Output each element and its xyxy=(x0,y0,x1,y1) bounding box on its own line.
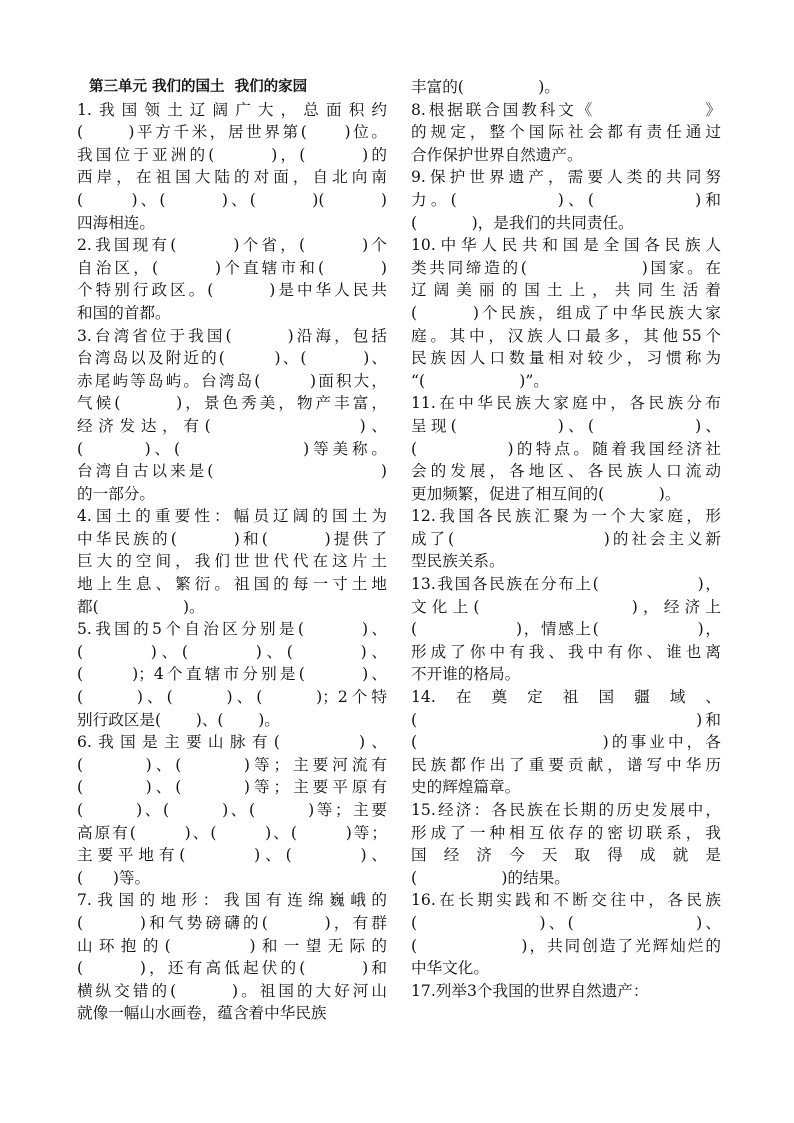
text-line: 台湾岛以及附近的( )、( )、 xyxy=(77,349,387,368)
text-line: 型民族关系。 xyxy=(411,552,505,571)
text-line: 7.我国的地形：我国有连绵巍峨的 xyxy=(77,891,387,910)
text-line: 9.保护世界遗产，需要人类的共同努 xyxy=(411,168,721,187)
text-line: 个特别行政区。( )是中华人民共 xyxy=(77,281,387,300)
text-line: 文化上( )，经济上 xyxy=(411,597,721,616)
text-line: 2.我国现有( )个省，( )个 xyxy=(77,236,387,255)
text-line: 西岸，在祖国大陆的对面，自北向南 xyxy=(77,168,387,187)
text-line: 丰富的( )。 xyxy=(411,78,560,96)
text-line: 国经济今天取得成就是 xyxy=(411,846,721,865)
text-line: 山环抱的( )和一望无际的 xyxy=(77,936,387,955)
text-line: ( )、( )、( )等；主要 xyxy=(77,801,387,819)
text-line: 更加频繁，促进了相互间的( )。 xyxy=(411,484,681,503)
text-line: 赤尾屿等岛屿。台湾岛( )面积大， xyxy=(77,371,387,390)
text-line: ( )的事业中，各 xyxy=(411,733,721,752)
text-line: ( )的特点。随着我国经济社 xyxy=(411,439,721,458)
text-line: 气候( )，景色秀美，物产丰富， xyxy=(77,394,387,413)
text-line: 别行政区是( )、( )。 xyxy=(77,710,280,729)
text-line: 8.根据联合国教科文《 》 xyxy=(411,100,721,119)
text-line: ( )、( )等；主要平原有 xyxy=(77,778,387,797)
text-line: 5.我国的5个自治区分别是( )、 xyxy=(77,620,387,639)
text-line: ( )，是我们的共同责任。 xyxy=(411,213,634,232)
text-line: ( )；4个直辖市分别是( )、 xyxy=(77,665,387,684)
text-line: 经济发达，有( )、 xyxy=(77,416,387,435)
text-line: 台湾自古以来是( ) xyxy=(77,462,387,481)
text-line: 成了( )的社会主义新 xyxy=(411,529,721,548)
text-line: 会的发展，各地区、各民族人口流动 xyxy=(411,462,721,481)
text-line: 民族因人口数量相对较少，习惯称为 xyxy=(411,349,721,368)
text-line: ( )、( )、( )( ) xyxy=(77,190,387,209)
text-line: ( )、( )、( )；2个特 xyxy=(77,688,387,707)
text-line: ( )和气势磅礴的( )，有群 xyxy=(77,913,387,932)
text-line: 14.在奠定祖国疆域、 xyxy=(411,688,721,707)
text-line: ( )，还有高低起伏的( )和 xyxy=(77,959,387,978)
text-line: 力。( )、( )和 xyxy=(411,190,721,209)
text-line: 史的辉煌篇章。 xyxy=(411,778,521,797)
text-line: 17.列举3个我国的世界自然遗产： xyxy=(411,981,649,1000)
text-line: 形成了一种相互依存的密切联系，我 xyxy=(411,823,721,842)
text-line: 辽阔美丽的国土上，共同生活着 xyxy=(411,281,721,300)
text-line: ( )的结果。 xyxy=(411,868,570,887)
text-line: 民族都作出了重要贡献，谱写中华历 xyxy=(411,755,721,774)
text-line: 主要平地有( )、( )、 xyxy=(77,846,387,865)
text-line: ( )等。 xyxy=(77,868,151,887)
text-line: 合作保护世界自然遗产。 xyxy=(411,145,583,164)
text-line: 地上生息、繁衍。祖国的每一寸土地 xyxy=(77,575,387,594)
text-line: ( )、( )等美称。 xyxy=(77,439,387,458)
left-column xyxy=(77,76,387,1025)
right-column xyxy=(411,76,721,1002)
text-line: 1.我国领土辽阔广大，总面积约 xyxy=(77,100,387,119)
text-line: 庭。其中，汉族人口最多，其他55个 xyxy=(411,326,721,345)
text-line: ( )、( )、 xyxy=(411,913,721,932)
left-column-text xyxy=(77,99,387,1025)
text-line: 的规定，整个国际社会都有责任通过 xyxy=(411,123,721,142)
text-line: 巨大的空间，我们世世代代在这片土 xyxy=(77,552,387,571)
text-line: 我国位于亚洲的( )，( )的 xyxy=(77,145,387,164)
text-line: 四海相连。 xyxy=(77,213,155,232)
text-line: ( )、( )等；主要河流有 xyxy=(77,755,387,774)
text-line: 中华文化。 xyxy=(411,959,489,978)
text-line: 横纵交错的( )。祖国的大好河山 xyxy=(77,981,387,1000)
text-line: 类共同缔造的( )国家。在 xyxy=(411,258,721,277)
text-line: 和国的首都。 xyxy=(77,303,171,322)
text-line: 16.在长期实践和不断交往中，各民族 xyxy=(411,891,721,910)
text-line: 10.中华人民共和国是全国各民族人 xyxy=(411,236,721,255)
text-line: 呈现( )、( )、 xyxy=(411,416,721,435)
text-line: 15.经济：各民族在长期的历史发展中， xyxy=(411,801,721,819)
text-line: 不开谁的格局。 xyxy=(411,665,521,684)
text-line: 11.在中华民族大家庭中，各民族分布 xyxy=(411,394,721,413)
text-line: 12.我国各民族汇聚为一个大家庭，形 xyxy=(411,507,721,526)
text-line: 3.台湾省位于我国( )沿海，包括 xyxy=(77,326,387,345)
text-line: ( )个民族，组成了中华民族大家 xyxy=(411,303,721,322)
text-line: 形成了你中有我、我中有你、谁也离 xyxy=(411,642,721,661)
text-line: 6.我国是主要山脉有( )、 xyxy=(77,733,387,752)
text-line: 中华民族的( )和( )提供了 xyxy=(77,529,387,548)
right-column-text xyxy=(411,76,721,1002)
text-line: 4.国土的重要性：幅员辽阔的国土为 xyxy=(77,507,387,526)
text-line: 高原有( )、( )、( )等； xyxy=(77,823,387,842)
text-line: 就像一幅山水画卷，蕴含着中华民族 xyxy=(77,1004,327,1023)
text-line: ( )，情感上( )， xyxy=(411,620,721,639)
text-line: 13.我国各民族在分布上( )， xyxy=(411,575,721,594)
text-line: ( )和 xyxy=(411,710,721,729)
text-line: ( )、( )、( )、 xyxy=(77,642,387,661)
text-line: ( )平方千米，居世界第( )位。 xyxy=(77,123,387,142)
text-line: 都( )。 xyxy=(77,597,205,616)
text-line: 的一部分。 xyxy=(77,484,155,503)
text-line: ( )，共同创造了光辉灿烂的 xyxy=(411,936,721,955)
text-line: 自治区，( )个直辖市和( ) xyxy=(77,258,387,277)
text-line: “( )”。 xyxy=(411,371,549,390)
page-title: 第三单元 我们的国土 我们的家园 xyxy=(89,79,308,95)
